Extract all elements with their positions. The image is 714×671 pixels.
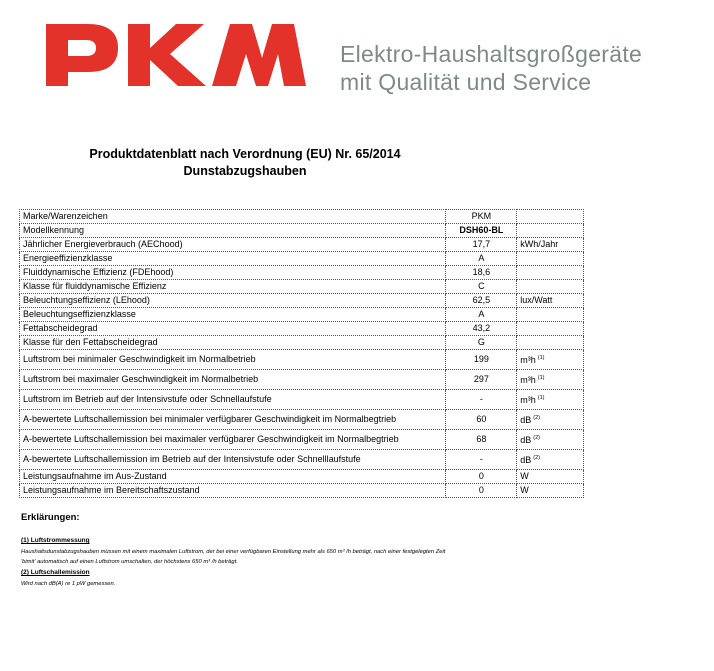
company-tagline bbox=[340, 40, 642, 96]
spec-label: Beleuchtungseffizienz (LEhood) bbox=[20, 294, 446, 308]
spec-row bbox=[20, 280, 584, 294]
note-1-text bbox=[21, 547, 621, 567]
spec-row bbox=[20, 252, 584, 266]
product-data-table bbox=[19, 209, 584, 498]
spec-label: A-bewertete Luftschallemission bei maximaler verfügbarer Geschwindigkeit im Normalbegtrieb bbox=[20, 430, 446, 450]
page-header bbox=[0, 0, 714, 110]
explanations-section bbox=[21, 512, 621, 591]
spec-row bbox=[20, 238, 584, 252]
spec-unit-text: dB bbox=[520, 435, 532, 445]
spec-unit-text: lux/Watt bbox=[520, 295, 553, 305]
spec-value: 18,6 bbox=[446, 266, 517, 280]
pkm-logo bbox=[44, 18, 306, 90]
spec-value: G bbox=[446, 336, 517, 350]
spec-unit bbox=[517, 484, 584, 498]
note-1-line-1: Haushaltsdunstabzugshauben müssen mit einem maximalen Luftstrom, der bei einer verfügbaren Einstellung mehr als 650 m³ /h beträgt, nach einer festgelegten Zeit bbox=[21, 549, 446, 555]
spec-row bbox=[20, 350, 584, 370]
tagline-line-2: mit Qualität und Service bbox=[340, 69, 592, 95]
spec-unit bbox=[517, 308, 584, 322]
spec-unit-text: dB bbox=[520, 455, 532, 465]
spec-value: 297 bbox=[446, 370, 517, 390]
spec-value: 0 bbox=[446, 470, 517, 484]
spec-unit bbox=[517, 370, 584, 390]
spec-unit-footnote: (1) bbox=[537, 375, 545, 381]
spec-unit bbox=[517, 336, 584, 350]
spec-unit-footnote: (2) bbox=[533, 415, 540, 421]
spec-label: Beleuchtungseffizienzklasse bbox=[20, 308, 446, 322]
spec-value: 62,5 bbox=[446, 294, 517, 308]
spec-unit bbox=[517, 252, 584, 266]
spec-unit bbox=[517, 410, 584, 430]
spec-value: A bbox=[446, 252, 517, 266]
spec-row bbox=[20, 224, 584, 238]
spec-label: Klasse für fluiddynamische Effizienz bbox=[20, 280, 446, 294]
spec-row bbox=[20, 430, 584, 450]
spec-unit-footnote: (1) bbox=[537, 395, 545, 401]
spec-unit bbox=[517, 210, 584, 224]
spec-row bbox=[20, 390, 584, 410]
spec-value: - bbox=[446, 390, 517, 410]
spec-unit-text: W bbox=[520, 485, 529, 495]
spec-unit bbox=[517, 450, 584, 470]
spec-unit-text: m³h bbox=[520, 375, 536, 385]
spec-row bbox=[20, 450, 584, 470]
spec-value: 0 bbox=[446, 484, 517, 498]
spec-row bbox=[20, 266, 584, 280]
spec-row bbox=[20, 210, 584, 224]
spec-value: 68 bbox=[446, 430, 517, 450]
spec-label: Klasse für den Fettabscheidegrad bbox=[20, 336, 446, 350]
document-title bbox=[0, 146, 490, 180]
spec-unit bbox=[517, 350, 584, 370]
spec-label: Fettabscheidegrad bbox=[20, 322, 446, 336]
spec-value: 60 bbox=[446, 410, 517, 430]
spec-unit bbox=[517, 294, 584, 308]
explanations-heading: Erklärungen: bbox=[21, 512, 80, 523]
spec-row bbox=[20, 322, 584, 336]
document-title-line-1: Produktdatenblatt nach Verordnung (EU) Nr. 65/2014 bbox=[89, 147, 401, 161]
spec-row bbox=[20, 410, 584, 430]
spec-unit-footnote: (2) bbox=[533, 435, 540, 441]
spec-label: Luftstrom im Betrieb auf der Intensivstufe oder Schnellaufstufe bbox=[20, 390, 446, 410]
spec-unit bbox=[517, 390, 584, 410]
product-data-table-body bbox=[20, 210, 584, 498]
spec-label: Leistungsaufnahme im Bereitschaftszustand bbox=[20, 484, 446, 498]
spec-unit-text: W bbox=[520, 471, 529, 481]
spec-unit-text: m³h bbox=[520, 355, 536, 365]
document-title-line-2: Dunstabzugshauben bbox=[183, 164, 307, 178]
spec-label: Leistungsaufnahme im Aus-Zustand bbox=[20, 470, 446, 484]
spec-value: - bbox=[446, 450, 517, 470]
spec-label: Marke/Warenzeichen bbox=[20, 210, 446, 224]
spec-value: PKM bbox=[446, 210, 517, 224]
spec-label: Modellkennung bbox=[20, 224, 446, 238]
spec-unit bbox=[517, 470, 584, 484]
note-2-title: (2) Luftschallemission bbox=[21, 569, 90, 576]
spec-label: Luftstrom bei minimaler Geschwindigkeit im Normalbetrieb bbox=[20, 350, 446, 370]
spec-value: 199 bbox=[446, 350, 517, 370]
spec-unit-text: m³h bbox=[520, 395, 536, 405]
spec-value: 17,7 bbox=[446, 238, 517, 252]
spec-label: A-bewertete Luftschallemission bei minimaler verfügbarer Geschwindigkeit im Normalbegtrieb bbox=[20, 410, 446, 430]
spec-unit bbox=[517, 322, 584, 336]
spec-unit bbox=[517, 266, 584, 280]
spec-unit bbox=[517, 238, 584, 252]
spec-label: A-bewertete Luftschallemission im Betrieb auf der Intensivstufe oder Schnelllaufstufe bbox=[20, 450, 446, 470]
spec-row bbox=[20, 370, 584, 390]
spec-row bbox=[20, 470, 584, 484]
spec-label: Luftstrom bei maximaler Geschwindigkeit im Normalbetrieb bbox=[20, 370, 446, 390]
spec-label: Jährlicher Energieverbrauch (AEChood) bbox=[20, 238, 446, 252]
spec-row bbox=[20, 336, 584, 350]
note-1-title: (1) Luftstrommessung bbox=[21, 537, 90, 544]
spec-row bbox=[20, 484, 584, 498]
spec-value: C bbox=[446, 280, 517, 294]
spec-row bbox=[20, 308, 584, 322]
spec-value: DSH60-BL bbox=[446, 224, 517, 238]
spec-unit-text: kWh/Jahr bbox=[520, 239, 559, 249]
note-1-line-2: 'bimit' automatisch auf einen Luftstrom umschalten, der höchstens 650 m³ /h beträgt. bbox=[21, 559, 238, 565]
tagline-line-1: Elektro-Haushaltsgroßgeräte bbox=[340, 41, 643, 67]
spec-unit bbox=[517, 280, 584, 294]
spec-value: 43,2 bbox=[446, 322, 517, 336]
spec-unit-footnote: (1) bbox=[537, 355, 545, 361]
spec-label: Fluiddynamische Effizienz (FDEhood) bbox=[20, 266, 446, 280]
note-2-text: Wird nach dB(A) re 1 pW gemessen. bbox=[21, 581, 116, 587]
spec-unit bbox=[517, 224, 584, 238]
spec-unit-text: dB bbox=[520, 415, 532, 425]
spec-row bbox=[20, 294, 584, 308]
spec-unit bbox=[517, 430, 584, 450]
spec-value: A bbox=[446, 308, 517, 322]
spec-label: Energieeffizienzklasse bbox=[20, 252, 446, 266]
spec-unit-footnote: (2) bbox=[533, 455, 540, 461]
